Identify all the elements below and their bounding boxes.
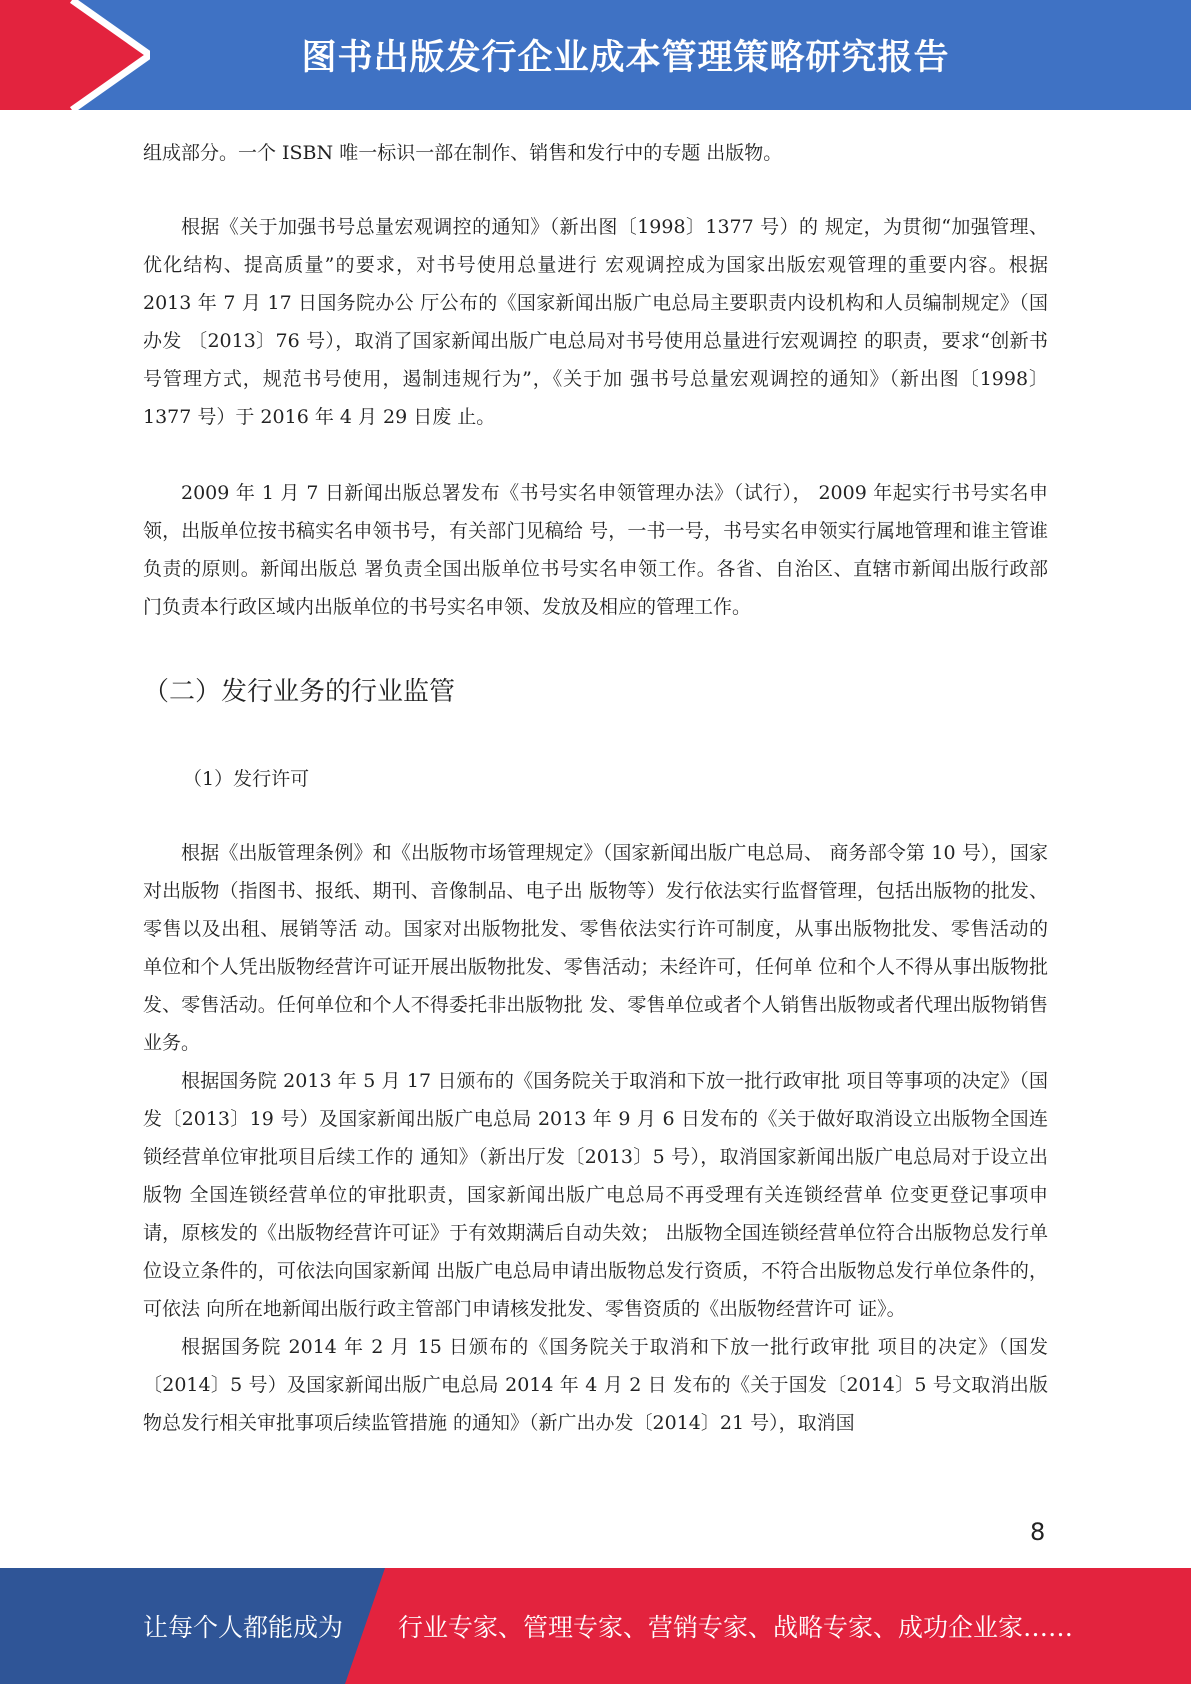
paragraph-isbn-real-name: 2009 年 1 月 7 日新闻出版总署发布《书号实名申领管理办法》（试行）， 2009 年起实行书号实名申领，出版单位按书稿实名申领书号，有关部门见稿给 号，一书一号，书号实名申领实行属地管理和谁主管谁负责的原则。新闻出版总 署负责全国出版单位书号实名申领工作。各省、自治区、直辖市新闻出版行政部 门负责本行政区域内出版单位的书号实名申领、发放及相应的管理工作。 — [143, 482, 1048, 618]
subheading-distribution-license: （1）发行许可 — [183, 768, 310, 790]
document-body — [143, 134, 1048, 1442]
section-heading: （二）发行业务的行业监管 — [143, 677, 456, 707]
page-number: 8 — [1030, 1518, 1046, 1546]
paragraph-isbn: 组成部分。一个 ISBN 唯一标识一部在制作、销售和发行中的专题 出版物。 — [143, 142, 783, 164]
paragraph-isbn-regulation: 根据《关于加强书号总量宏观调控的通知》（新出图〔1998〕1377 号）的 规定，为贯彻“加强管理、优化结构、提高质量”的要求，对书号使用总量进行 宏观调控成为国家出版宏观管理的重要内容。根据 2013 年 7 月 17 日国务院办公 厅公布的《国家新闻出版广电总局主要职责内设机构和人员编制规定》（国办发 〔2013〕76 号），取消了国家新闻出版广电总局对书号使用总量进行宏观调控 的职责，要求“创新书号管理方式，规范书号使用，遏制违规行为”，《关于加 强书号总量宏观调控的通知》（新出图〔1998〕1377 号）于 2016 年 4 月 29 日废 止。 — [143, 216, 1048, 428]
report-title: 图书出版发行企业成本管理策略研究报告 — [301, 38, 950, 78]
footer-slogan-right: 行业专家、管理专家、营销专家、战略专家、成功企业家…… — [398, 1613, 1074, 1642]
paragraph-state-council-2014: 根据国务院 2014 年 2 月 15 日颁布的《国务院关于取消和下放一批行政审批 项目的决定》（国发〔2014〕5 号）及国家新闻出版广电总局 2014 年 4 月 2 日 发布的《关于国发〔2014〕5 号文取消出版物总发行相关审批事项后续监管措施 的通知》（新广出办发〔2014〕21 号），取消国 — [143, 1336, 1048, 1434]
paragraph-state-council-2013: 根据国务院 2013 年 5 月 17 日颁布的《国务院关于取消和下放一批行政审批 项目等事项的决定》（国发〔2013〕19 号）及国家新闻出版广电总局 2013 年 9 月 6 日发布的《关于做好取消设立出版物全国连锁经营单位审批项目后续工作的 通知》（新出厅发〔2013〕5 号），取消国家新闻出版广电总局对于设立出版物 全国连锁经营单位的审批职责，国家新闻出版广电总局不再受理有关连锁经营单 位变更登记事项申请，原核发的《出版物经营许可证》于有效期满后自动失效； 出版物全国连锁经营单位符合出版物总发行单位设立条件的，可依法向国家新闻 出版广电总局申请出版物总发行资质，不符合出版物总发行单位条件的，可依法 向所在地新闻出版行政主管部门申请核发批发、零售资质的《出版物经营许可 证》。 — [143, 1070, 1048, 1320]
header-arrow-decoration — [0, 0, 150, 110]
page-header — [0, 0, 1191, 110]
footer-slogan-left: 让每个人都能成为 — [143, 1613, 344, 1642]
page-footer — [0, 1568, 1191, 1684]
paragraph-publishing-regulations: 根据《出版管理条例》和《出版物市场管理规定》（国家新闻出版广电总局、 商务部令第 10 号），国家对出版物（指图书、报纸、期刊、音像制品、电子出 版物等）发行依法实行监督管理，包括出版物的批发、零售以及出租、展销等活 动。国家对出版物批发、零售依法实行许可制度，从事出版物批发、零售活动的 单位和个人凭出版物经营许可证开展出版物批发、零售活动；未经许可，任何单 位和个人不得从事出版物批发、零售活动。任何单位和个人不得委托非出版物批 发、零售单位或者个人销售出版物或者代理出版物销售业务。 — [143, 842, 1048, 1054]
